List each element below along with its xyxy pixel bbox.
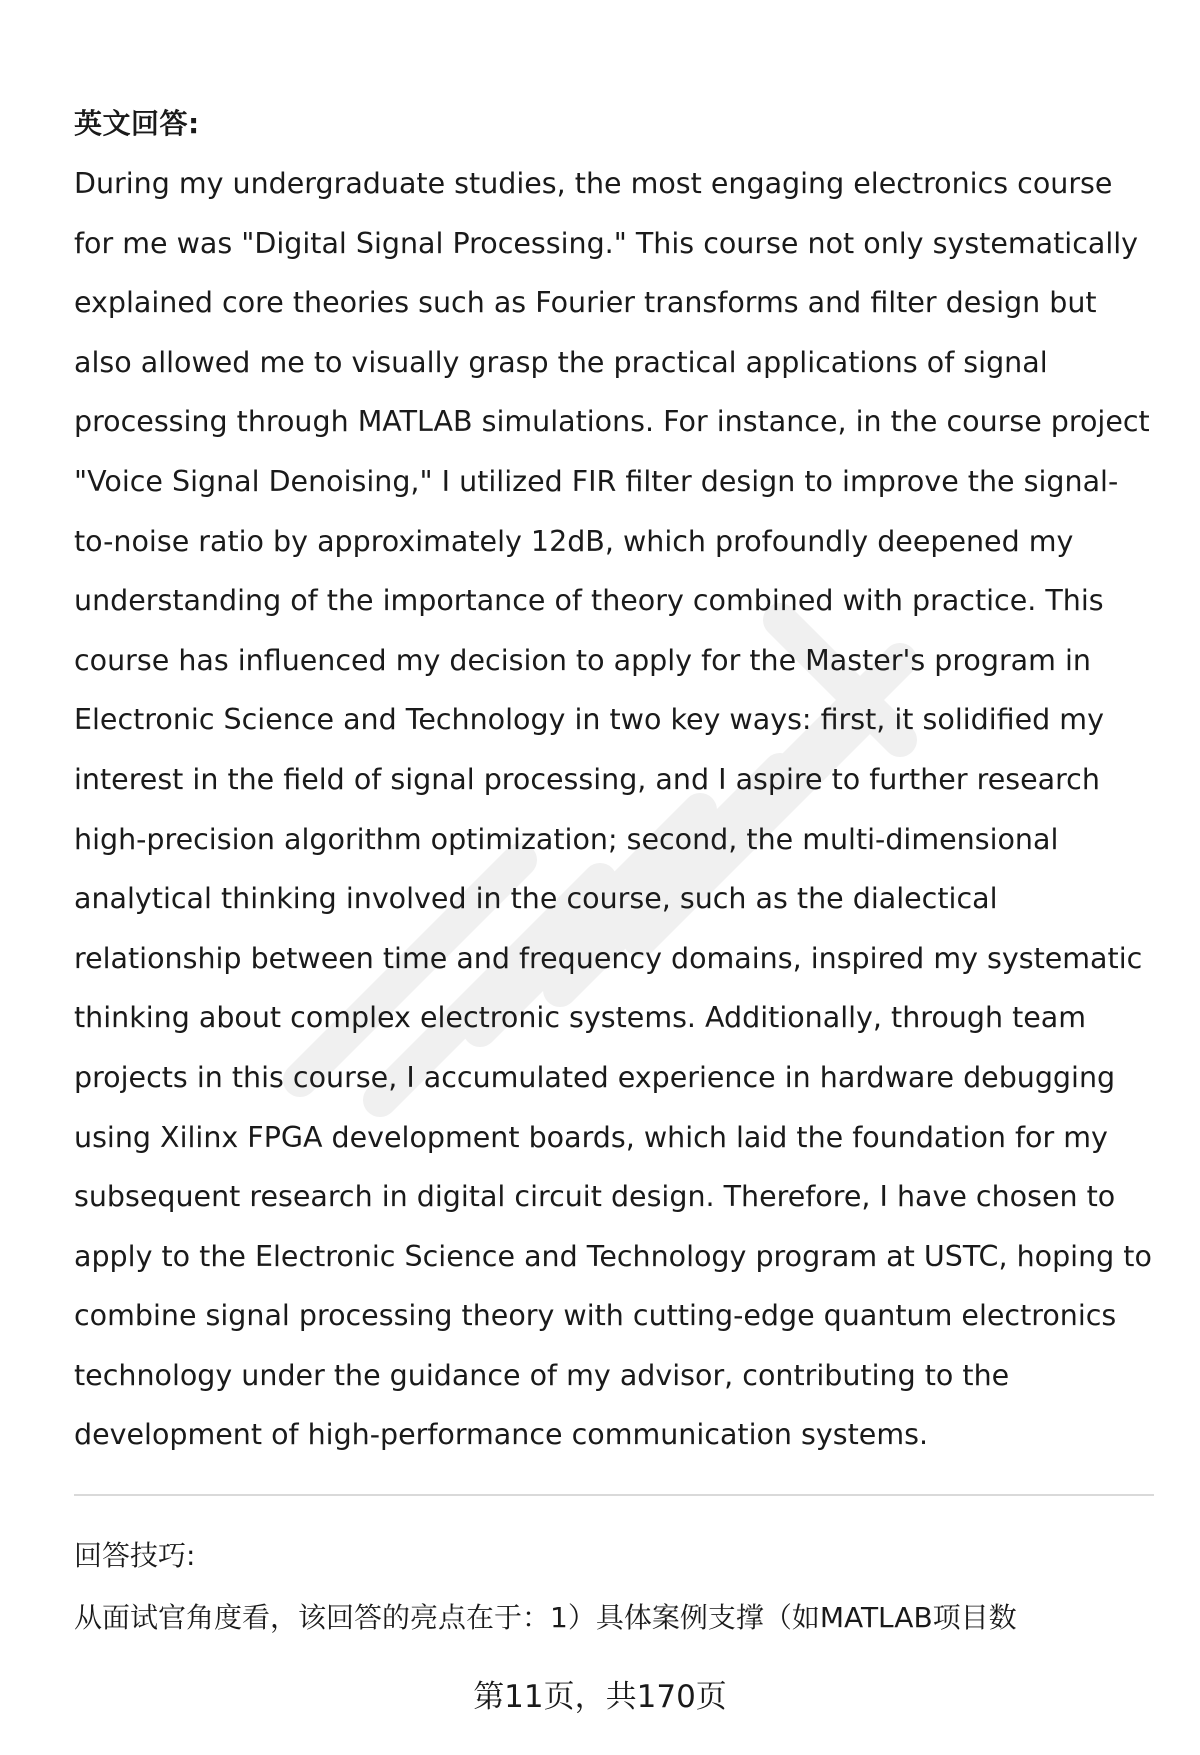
answer-section [74, 100, 1154, 1465]
tips-paragraph: 从面试官角度看，该回答的亮点在于：1）具体案例支撑（如MATLAB项目数 [74, 1601, 1017, 1634]
tips-heading: 回答技巧: [74, 1539, 196, 1572]
answer-paragraph: During my undergraduate studies, the most engaging electronics course for me was "Digital Signal Processing." This course not only systematically explained core theories such as Fourier transforms and filter design but also allowed me to visually grasp the practical applications of signal processing through MATLAB simulations. For instance, in the course project "Voice Signal Denoising," I utilized FIR filter design to improve the signal-to-noise ratio by approximately 12dB, which profoundly deepened my understanding of the importance of theory combined with practice. This course has influenced my decision to apply for the Master's program in Electronic Science and Technology in two key ways: first, it solidified my interest in the field of signal processing, and I aspire to further research high-precision algorithm optimization; second, the multi-dimensional analytical thinking involved in the course, such as the dialectical relationship between time and frequency domains, inspired my systematic thinking about complex electronic systems. Additionally, through team projects in this course, I accumulated experience in hardware debugging using Xilinx FPGA development boards, which laid the foundation for my subsequent research in digital circuit design. Therefore, I have chosen to apply to the Electronic Science and Technology program at USTC, hoping to combine signal processing theory with cutting-edge quantum electronics technology under the guidance of my advisor, contributing to the development of high-performance communication systems. [74, 167, 1152, 1452]
page-number: 第11页，共170页 [473, 1679, 727, 1715]
divider [74, 1494, 1154, 1496]
tips-section [74, 1532, 1154, 1642]
section-heading: 英文回答: [74, 107, 200, 140]
